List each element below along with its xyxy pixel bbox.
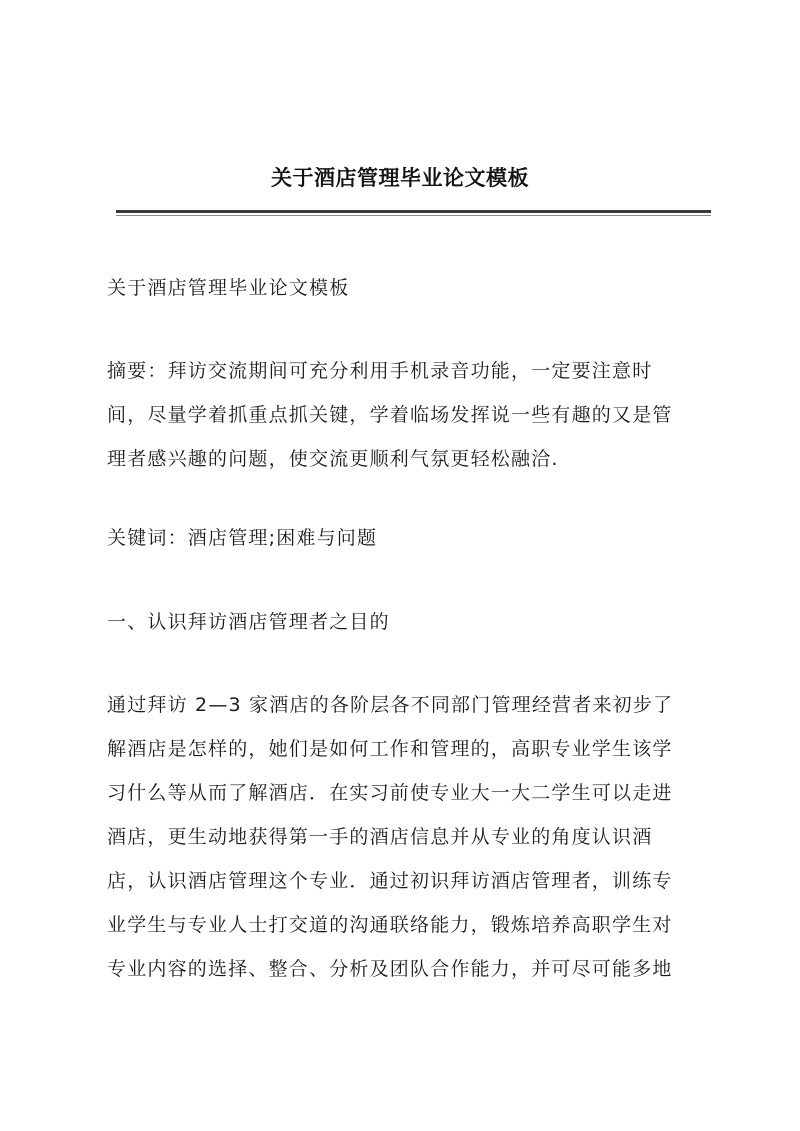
body-line: 通过拜访 2—3 家酒店的各阶层各不同部门管理经营者来初步了	[107, 694, 674, 716]
body-line: 酒店，更生动地获得第一手的酒店信息并从专业的角度认识酒	[107, 826, 653, 848]
subtitle-text: 关于酒店管理毕业论文模板	[107, 277, 350, 299]
title-divider-thick	[116, 210, 711, 213]
body-line: 专业内容的选择、整合、分析及团队合作能力，并可尽可能多地	[107, 958, 673, 980]
document-subtitle	[107, 266, 707, 310]
title-divider-thin	[116, 215, 711, 216]
body-line: 习什么等从而了解酒店．在实习前使专业大一大二学生可以走进	[107, 782, 673, 804]
keywords-paragraph	[107, 516, 707, 560]
abstract-line: 理者感兴趣的问题，使交流更顺利气氛更轻松融洽.	[107, 448, 559, 470]
section-heading	[107, 600, 707, 644]
body-line: 解酒店是怎样的，她们是如何工作和管理的，高职专业学生该学	[107, 738, 673, 760]
abstract-line: 间，尽量学着抓重点抓关键，学着临场发挥说一些有趣的又是管	[107, 404, 673, 426]
section-body-paragraph	[107, 683, 707, 991]
body-line: 店，认识酒店管理这个专业．通过初识拜访酒店管理者，训练专	[107, 870, 673, 892]
keywords-text: 关键词：酒店管理;困难与问题	[107, 527, 378, 549]
section-heading-text: 一、认识拜访酒店管理者之目的	[107, 611, 390, 633]
body-line: 业学生与专业人士打交道的沟通联络能力，锻炼培养高职学生对	[107, 914, 673, 936]
abstract-paragraph	[107, 349, 707, 481]
abstract-line: 摘要：拜访交流期间可充分利用手机录音功能，一定要注意时	[107, 360, 653, 382]
document-title: 关于酒店管理毕业论文模板	[271, 165, 529, 190]
